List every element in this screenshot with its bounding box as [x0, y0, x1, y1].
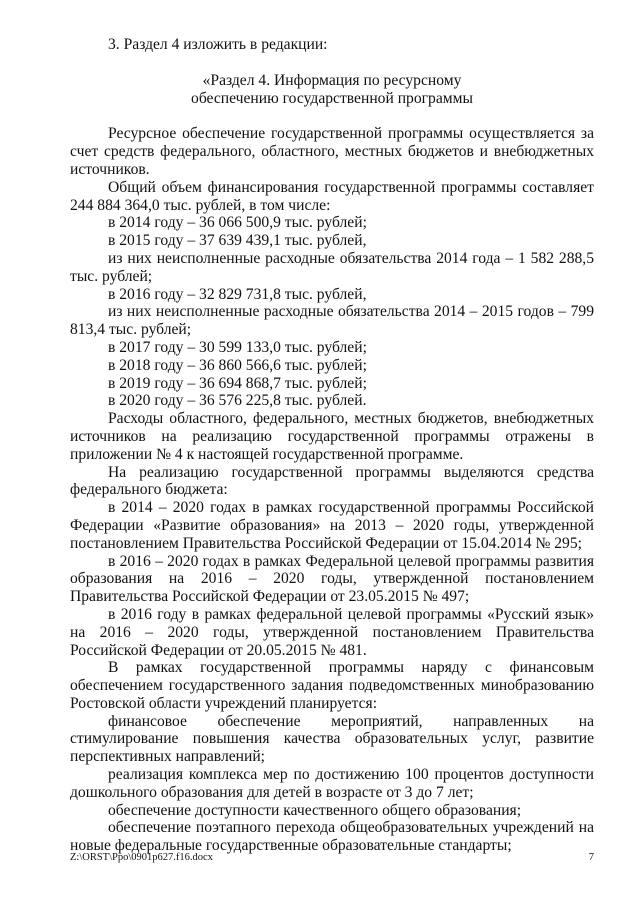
- file-path: Z:\ORST\Ppo\0901p627.f16.docx: [70, 852, 213, 863]
- paragraph: в 2017 году – 30 599 133,0 тыс. рублей;: [108, 338, 367, 356]
- page-number: 7: [588, 852, 594, 863]
- section-title-line-2: обеспечению государственной программы: [191, 89, 473, 107]
- paragraph: из них неисполненные расходные обязательства 2014 года – 1 582 288,5 тыс. рублей;: [70, 249, 594, 285]
- paragraph: в 2016 году – 32 829 731,8 тыс. рублей,: [108, 285, 367, 303]
- paragraph: обеспечение поэтапного перехода общеобразовательных учреждений на новые федеральные государственные образовательные стандарты;: [70, 819, 594, 855]
- page-footer: [70, 852, 594, 863]
- section-title-line-1: «Раздел 4. Информация по ресурсному: [202, 71, 462, 89]
- paragraph: На реализацию государственной программы выделяются средства федерального бюджета:: [70, 463, 594, 499]
- section-title: [70, 72, 594, 108]
- paragraph: в 2019 году – 36 694 868,7 тыс. рублей;: [108, 374, 367, 392]
- paragraph: Ресурсное обеспечение государственной программы осуществляется за счет средств федерального, областного, местных бюджетов и внебюджетных источников.: [70, 125, 594, 178]
- paragraph: в 2018 году – 36 860 566,6 тыс. рублей;: [108, 356, 367, 374]
- paragraph: финансовое обеспечение мероприятий, направленных на стимулирование повышения качества образовательных услуг, развитие перспективных направлений;: [70, 712, 594, 766]
- spacer: [70, 54, 594, 72]
- paragraph: реализация комплекса мер по достижению 100 процентов доступности дошкольного образования для детей в возрасте от 3 до 7 лет;: [70, 766, 594, 801]
- paragraph: обеспечение доступности качественного общего образования;: [108, 801, 522, 819]
- paragraph: Общий объем финансирования государственной программы составляет 244 884 364,0 тыс. рублей, в том числе:: [70, 178, 594, 214]
- paragraph: в 2020 году – 36 576 225,8 тыс. рублей.: [108, 392, 367, 410]
- document-body: [70, 36, 594, 855]
- paragraph: Расходы областного, федерального, местных бюджетов, внебюджетных источников на реализацию государственной программы отражены в приложении № 4 к настоящей государственной программе.: [70, 410, 594, 463]
- paragraph: в 2014 – 2020 годах в рамках государственной программы Российской Федерации «Развитие образования» на 2013 – 2020 годы, утвержденной постановлением Правительства Российской Федерации от 15.04.2014 № 295;: [70, 499, 594, 552]
- paragraph: из них неисполненные расходные обязательства 2014 – 2015 годов – 799 813,4 тыс. рублей;: [70, 303, 594, 339]
- spacer: [70, 107, 594, 125]
- amendment-heading: 3. Раздел 4 изложить в редакции:: [108, 36, 328, 53]
- paragraph: в 2016 году в рамках федеральной целевой программы «Русский язык» на 2016 – 2020 годы, утвержденной постановлением Правительства Российской Федерации от 20.05.2015 № 481.: [70, 605, 594, 659]
- paragraph: в 2015 году – 37 639 439,1 тыс. рублей,: [108, 232, 367, 250]
- paragraph: в 2014 году – 36 066 500,9 тыс. рублей;: [108, 214, 367, 232]
- paragraph: в 2016 – 2020 годах в рамках Федеральной целевой программы развития образования на 2016 – 2020 годы, утвержденной постановлением Правительства Российской Федерации от 23.05.2015 № 497;: [70, 552, 594, 606]
- paragraph: В рамках государственной программы наряду с финансовым обеспечением государственного задания подведомственных минобразованию Ростовской области учреждений планируется:: [70, 659, 594, 712]
